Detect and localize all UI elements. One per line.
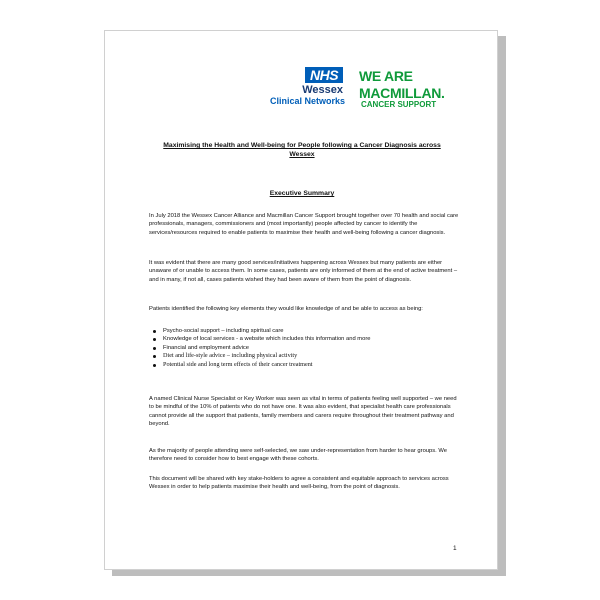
paragraph-intro: In July 2018 the Wessex Cancer Alliance and Macmillan Cancer Support brought together over 70 health and social care professionals, managers, commissioners and (most importantly) people affected by cancer to identify the services/resources required to enable patients to maximise their health and well-being following a cancer diagnosis.: [149, 213, 459, 236]
document-title: Maximising the Health and Well-being for People following a Cancer Diagnosis across Wessex: [163, 142, 441, 158]
bullet-icon: [153, 338, 156, 341]
key-elements-list: [149, 327, 449, 369]
document-page: [104, 30, 498, 570]
bullet-icon: [153, 355, 156, 358]
page-number: 1: [453, 545, 457, 552]
nhs-network-label: Clinical Networks: [269, 96, 345, 106]
paragraph-representation: As the majority of people attending were self-selected, we saw under-representation from harder to hear groups. We therefore need to consider how to best engage with these cohorts.: [149, 448, 447, 463]
bullet-icon: [153, 347, 156, 350]
macmillan-logo-line3: CANCER SUPPORT: [361, 100, 437, 109]
paragraph-evidence: It was evident that there are many good services/initiatives happening across Wessex but many patients are either unaware of or unable to access them. In some cases, patients are only informed of them at the end of active treatment – and in many, if not all, cases patients wished they had been aware of them from the point of diagnosis.: [149, 260, 458, 283]
paragraph-sharing: This document will be shared with key stake-holders to agree a consistent and equitable approach to services across Wessex in order to help patients maximise their health and well-being, from the point of diagnosis.: [149, 476, 449, 491]
nhs-region-label: Wessex: [302, 84, 343, 96]
list-item: Diet and life-style advice – including physical activity: [149, 352, 449, 360]
paragraph-patients: Patients identified the following key elements they would like knowledge of and be able to access as being:: [149, 306, 423, 312]
macmillan-logo-line2: MACMILLAN.: [359, 85, 445, 101]
list-item: Psycho-social support – including spiritual care: [149, 327, 449, 335]
macmillan-logo-line1: WE ARE: [359, 68, 413, 84]
bullet-icon: [153, 364, 156, 367]
list-item: Financial and employment advice: [149, 344, 449, 352]
list-item: Potential side and long term effects of their cancer treatment: [149, 361, 449, 369]
bullet-icon: [153, 330, 156, 333]
paragraph-key-worker: A named Clinical Nurse Specialist or Key Worker was seen as vital in terms of patients feeling well supported – we need to be mindful of the 10% of patients who do not have one. It was also evident, that specialist health care professionals cannot provide all the support that patients, family members and carers require throughout their treatment pathway and beyond.: [149, 396, 457, 428]
nhs-logo: NHS: [305, 67, 343, 83]
section-heading: Executive Summary: [269, 190, 335, 197]
list-item: Knowledge of local services - a website which includes this information and more: [149, 335, 449, 343]
